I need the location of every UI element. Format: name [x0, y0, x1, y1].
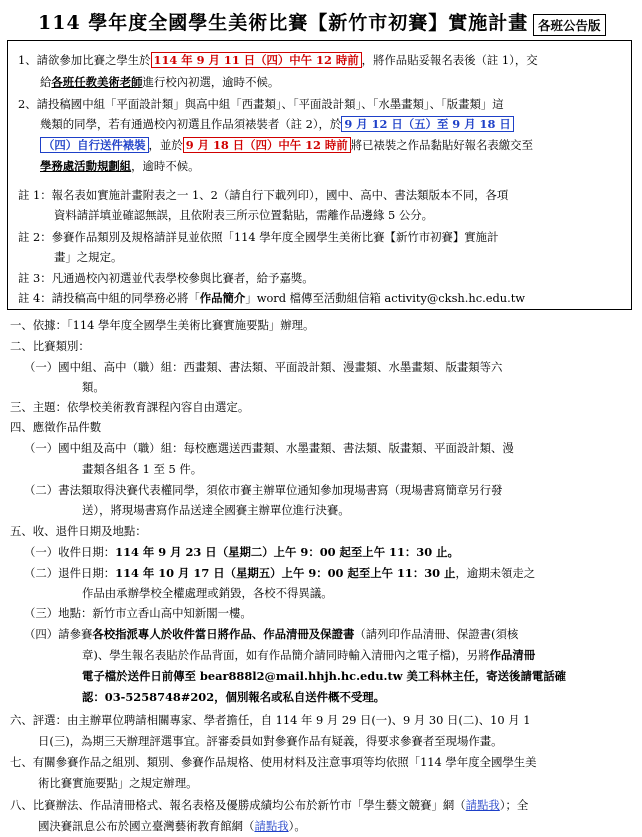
item-2-text-b: ，並於: [148, 138, 183, 152]
section-8-text-b: ）；全: [499, 798, 529, 812]
note-2-line-1: 註 2：參賽作品類別及規格請詳見並依照「114 學年度全國學生美術比賽【新竹市初賽】實施計: [18, 230, 499, 244]
section-5-2-line-2: 作品由承辦學校全權處理或銷毀，各校不得異議。: [82, 586, 333, 600]
section-3: 三、主題：依學校美術教育課程內容自由選定。: [10, 400, 250, 414]
section-8-text-c: 國決賽訊息公布於國立臺灣藝術教育館網（: [38, 819, 255, 833]
section-4-1-line-1: （一）國中組及高中（職）組：每校應選送西畫類、水墨畫類、書法類、版畫類、平面設計類、漫: [24, 441, 514, 455]
section-5-3: （三）地點：新竹市立香山高中知新閣一樓。: [24, 606, 252, 620]
section-4-1-line-2: 畫類各組各 1 至 5 件。: [82, 462, 203, 476]
section-8-text-d: ）。: [288, 819, 306, 833]
section-8-text: 八、比賽辦法、作品清冊格式、報名表格及優勝成績均公布於新竹市「學生藝文競賽」網（: [10, 798, 466, 812]
section-5: 五、收、退件日期及地點：: [10, 524, 147, 538]
return-label: （二）退件日期：: [24, 566, 116, 580]
return-note: ，逾期未領走之: [455, 566, 536, 580]
item-1-line-1: [18, 53, 538, 67]
section-8-line-2: [38, 819, 306, 833]
section-7-line-2: 術比賽實施要點」之規定辦理。: [38, 776, 198, 790]
submit-list: 作品清冊: [489, 648, 536, 662]
submit-bold: 各校指派專人於收件當日將作品、作品清冊及保證書: [92, 627, 355, 641]
mounting-range-1: 9 月 12 日（五）至 9 月 18 日: [341, 116, 513, 132]
section-5-2-line-1: [24, 566, 535, 580]
section-2-1-line-1: （一）國中組、高中（職）組：西畫類、書法類、平面設計類、漫畫類、水墨畫類、版畫類等六: [24, 360, 503, 374]
receive-label: （一）收件日期：: [24, 545, 116, 559]
section-7-line-1: 七、有關參賽作品之組別、類別、參賽作品規格、使用材料及注意事項等均依照「114 學年度全國學生美: [10, 755, 537, 769]
deadline-1: 114 年 9 月 11 日（四）中午 12 時前: [151, 52, 362, 68]
page-title: 114 學年度全國學生美術比賽【新竹市初賽】實施計畫: [38, 12, 529, 34]
notice-box: [7, 40, 632, 310]
section-2-1-line-2: 類。: [82, 380, 105, 394]
section-4-2-line-2: 送），將現場書寫作品送達全國賽主辦單位進行決賽。: [82, 503, 350, 517]
note-4-text-c: 」word 檔傳至活動組信箱 activity@cksh.hc.edu.tw: [245, 291, 526, 305]
item-1-text: 1、請欲參加比賽之學生於: [18, 53, 151, 67]
section-6-line-2: 日(三)，為期三天辦理評選事宜。評審委員如對參賽作品有疑義，得要求參賽者至現場作畫。: [38, 734, 503, 748]
item-2-line-1: 2、請投稿國中組「平面設計類」與高中組「西畫類」、「平面設計類」、「水墨畫類」、「版畫類」這: [18, 97, 504, 111]
submit-text: （四）請參賽: [24, 627, 93, 641]
section-1: 一、依據：「114 學年度全國學生美術比賽實施要點」辦理。: [10, 318, 315, 332]
item-1-text-b: ，將作品貼妥報名表後（註 1），交: [361, 53, 538, 67]
item-2-text: 幾類的同學，若有通過校內初選且作品須裱裝者（註 2），於: [40, 117, 342, 131]
competition-link[interactable]: 請點我: [465, 798, 500, 812]
note-1-line-2: 資料請詳填並確認無誤，且依附表三所示位置黏貼，需離作品邊緣 5 公分。: [54, 208, 433, 222]
section-6-line-1: 六、評選：由主辦單位聘請相關專家、學者擔任，自 114 年 9 月 29 日(一)、9 月 30 日(二)、10 月 1: [10, 713, 531, 727]
item-2-line-4: [40, 159, 200, 173]
title-row: [0, 8, 642, 38]
section-2: 二、比賽類別：: [10, 339, 90, 353]
note-2-line-2: 畫」之規定。: [54, 250, 123, 264]
item-2-line-2: [40, 117, 514, 131]
submit-text-c: （請列印作品清冊、保證書(須核: [354, 627, 519, 641]
receive-date: 114 年 9 月 23 日（星期二）上午 9：00 起至上午 11：30 止。: [115, 545, 459, 559]
section-4-2-line-1: （二）書法類取得決賽代表權同學，須依市賽主辦單位通知參加現場書寫（現場書寫簡章另行發: [24, 483, 503, 497]
section-5-1: [24, 545, 459, 559]
section-8-line-1: [10, 798, 528, 812]
mounting-range-2: （四）自行送件裱裝: [40, 137, 149, 153]
item-2-text-d: ，逾時不候。: [131, 159, 200, 173]
return-date: 114 年 10 月 17 日（星期五）上午 9：00 起至上午 11：30 止: [115, 566, 456, 580]
work-intro: 作品簡介: [199, 291, 246, 305]
item-2-line-3: [40, 138, 533, 152]
item-1-line-2: [40, 75, 279, 89]
section-5-4-line-1: [24, 627, 518, 641]
announcement-tag: 各班公告版: [533, 14, 606, 36]
note-4-text: 註 4：請投稿高中組的同學務必將「: [18, 291, 200, 305]
section-4: 四、應徵作品件數: [10, 420, 102, 434]
submit-text-d: 章)、學生報名表貼於作品背面，如有作品簡介請同時輸入清冊內之電子檔)，另將: [82, 648, 490, 662]
item-1-text-d: 進行校內初選，逾時不候。: [142, 75, 280, 89]
item-2-text-c: 將已裱裝之作品黏貼好報名表繳交至: [350, 138, 533, 152]
note-4: [18, 291, 525, 305]
art-teacher: 各班任教美術老師: [51, 75, 143, 89]
section-5-4-line-3: 電子檔於送件日前傳至 bear888l2@mail.hhjh.hc.edu.tw 美工科林主任，寄送後請電話確: [82, 669, 567, 683]
note-3: 註 3：凡通過校內初選並代表學校參與比賽者，給予嘉獎。: [18, 271, 314, 285]
arts-museum-link[interactable]: 請點我: [254, 819, 289, 833]
item-1-text-c: 給: [40, 75, 52, 89]
note-1-line-1: 註 1：報名表如實施計畫附表之一 1、2（請自行下載列印），國中、高中、書法類版本不同，各項: [18, 188, 509, 202]
section-5-4-line-4: 認：03-5258748#202，個別報名或私自送件概不受理。: [82, 690, 386, 704]
section-5-4-line-2: [82, 648, 535, 662]
deadline-2: 9 月 18 日（四）中午 12 時前: [183, 137, 351, 153]
activity-office: 學務處活動規劃組: [40, 159, 132, 173]
